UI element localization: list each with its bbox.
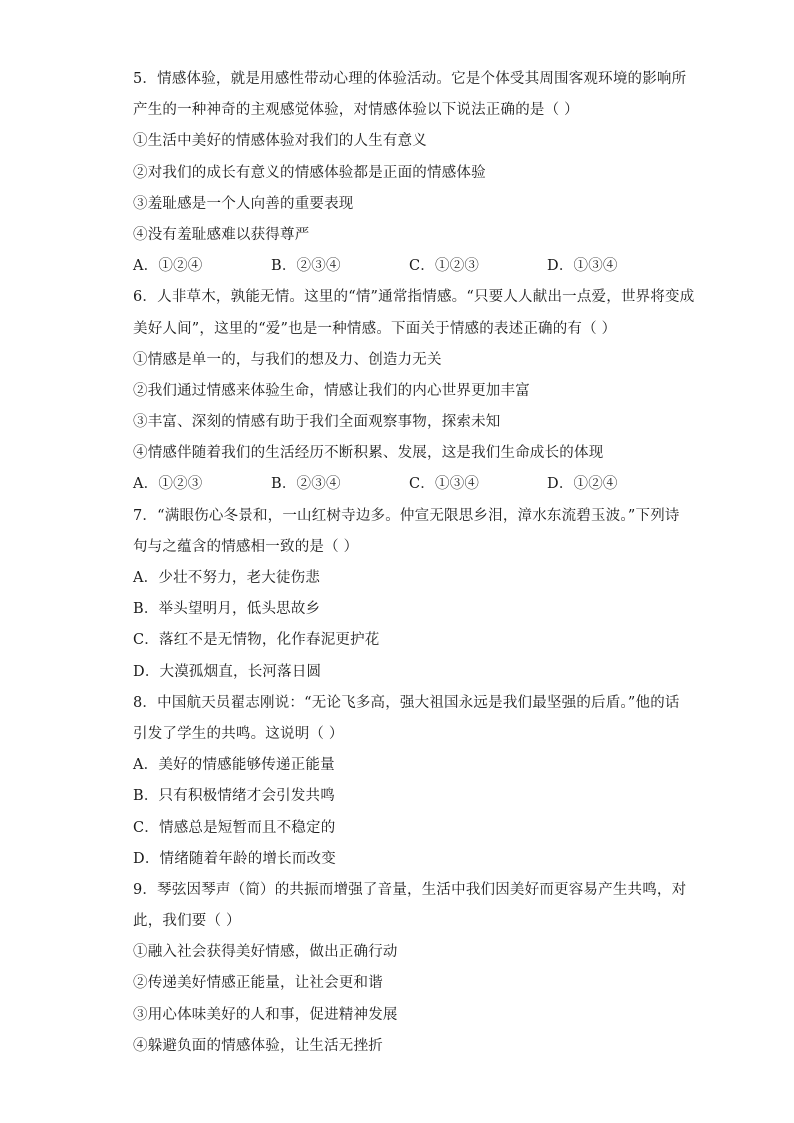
choice-c: C．情感总是短暂而且不稳定的 bbox=[133, 819, 336, 836]
choice-b: B．②③④ bbox=[271, 476, 341, 493]
question-stem-line: 7．“满眼伤心冬景和，一山红树寺边多。仲宣无限思乡泪，漳水东流碧玉波。”下列诗 bbox=[133, 507, 680, 524]
question-stem-line: 句与之蕴含的情感相一致的是（ ） bbox=[133, 538, 359, 555]
statement-line: ④没有羞耻感难以获得尊严 bbox=[133, 226, 310, 243]
statement-line: ①生活中美好的情感体验对我们的人生有意义 bbox=[133, 133, 427, 150]
choice-d: D．大漠孤烟直，长河落日圆 bbox=[133, 663, 322, 680]
statement-line: ②对我们的成长有意义的情感体验都是正面的情感体验 bbox=[133, 164, 486, 181]
statement-line: ④躲避负面的情感体验，让生活无挫折 bbox=[133, 1037, 383, 1054]
choice-c: C．落红不是无情物，化作春泥更护花 bbox=[133, 632, 380, 649]
question-6 bbox=[133, 282, 695, 500]
choice-a: A．美好的情感能够传递正能量 bbox=[133, 757, 335, 774]
choice-c: C．①②③ bbox=[409, 258, 480, 275]
statement-line: ③羞耻感是一个人向善的重要表现 bbox=[133, 195, 354, 212]
statement-line: ①情感是单一的，与我们的想及力、创造力无关 bbox=[133, 351, 442, 368]
choice-a: A．少壮不努力，老大徒伤悲 bbox=[133, 570, 321, 586]
question-stem-line: 9．琴弦因琴声（简）的共振而增强了音量，生活中我们因美好而更容易产生共鸣，对 bbox=[133, 881, 687, 898]
statement-line: ④情感伴随着我们的生活经历不断积累、发展，这是我们生命成长的体现 bbox=[133, 445, 604, 462]
choice-b: B．只有积极情绪才会引发共鸣 bbox=[133, 788, 335, 805]
question-stem-line: 此，我们要（ ） bbox=[133, 913, 241, 930]
choice-a: A．①②④ bbox=[133, 258, 203, 275]
choice-a: A．①②③ bbox=[133, 476, 203, 493]
question-stem-line: 美好人间”，这里的“爱”也是一种情感。下面关于情感的表述正确的有（ ） bbox=[133, 320, 617, 337]
question-stem-line: 产生的一种神奇的主观感觉体验，对情感体验以下说法正确的是（ ） bbox=[133, 102, 579, 119]
question-8 bbox=[133, 688, 680, 875]
statement-line: ①融入社会获得美好情感，做出正确行动 bbox=[133, 944, 398, 961]
choice-d: D．①②④ bbox=[547, 476, 618, 493]
choice-b: B．举头望明月，低头思故乡 bbox=[133, 601, 321, 618]
statement-line: ③用心体味美好的人和事，促进精神发展 bbox=[133, 1006, 398, 1023]
question-stem-line: 8．中国航天员翟志刚说：“无论飞多高，强大祖国永远是我们最坚强的后盾。”他的话 bbox=[133, 694, 680, 711]
question-7 bbox=[133, 501, 680, 688]
question-stem-line: 6．人非草木，孰能无情。这里的“情”通常指情感。“只要人人献出一点爱，世界将变成 bbox=[133, 289, 695, 306]
choice-b: B．②③④ bbox=[271, 258, 341, 275]
choice-row bbox=[133, 469, 673, 500]
question-5 bbox=[133, 64, 687, 282]
question-stem-line: 5．情感体验，就是用感性带动心理的体验活动。它是个体受其周围客观环境的影响所 bbox=[133, 71, 687, 87]
statement-line: ③丰富、深刻的情感有助于我们全面观察事物，探索未知 bbox=[133, 414, 501, 431]
choice-c: C．①③④ bbox=[409, 476, 480, 493]
question-stem-line: 引发了学生的共鸣。这说明（ ） bbox=[133, 725, 344, 742]
statement-line: ②传递美好情感正能量，让社会更和谐 bbox=[133, 975, 383, 992]
question-9 bbox=[133, 875, 687, 1062]
statement-line: ②我们通过情感来体验生命，情感让我们的内心世界更加丰富 bbox=[133, 382, 530, 399]
question-list bbox=[133, 64, 695, 1062]
choice-row bbox=[133, 251, 673, 282]
choice-d: D．情绪随着年龄的增长而改变 bbox=[133, 850, 336, 867]
choice-d: D．①③④ bbox=[547, 258, 618, 275]
